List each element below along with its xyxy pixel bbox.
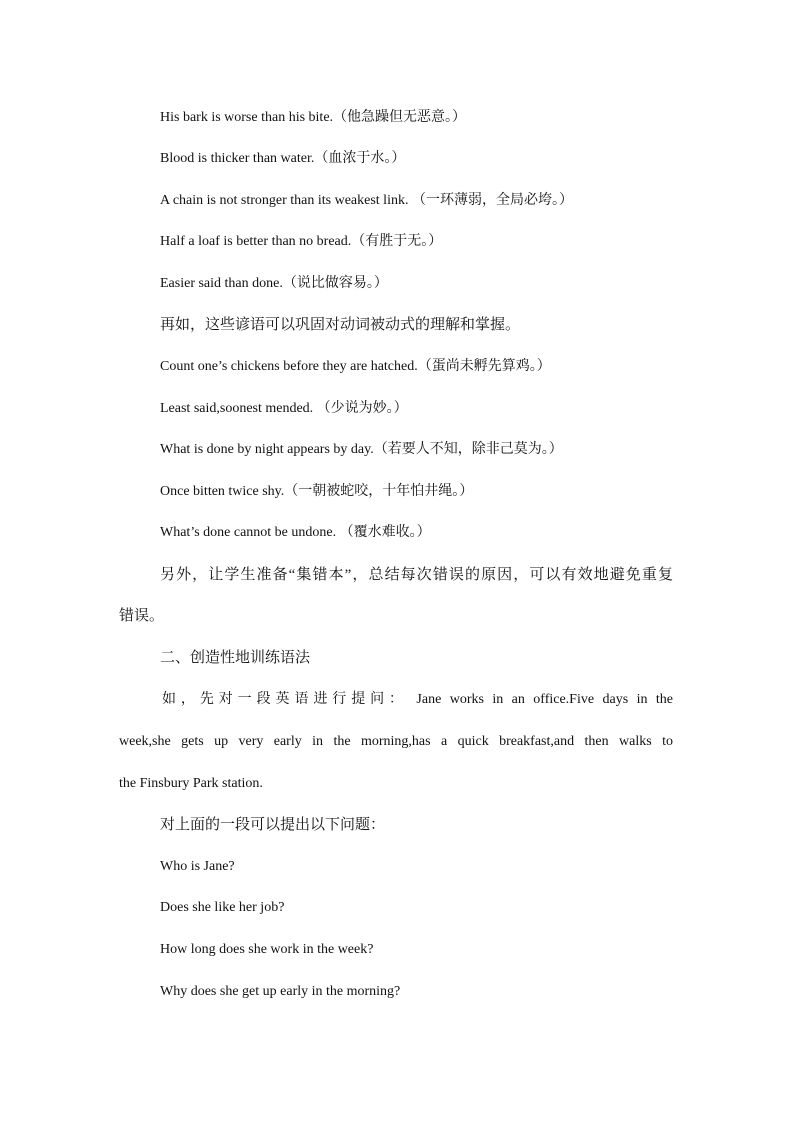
proverb-line: A chain is not stronger than its weakest link. （一环薄弱，全局必垮。）	[160, 193, 573, 208]
proverb-line: Once bitten twice shy.（一朝被蛇咬，十年怕井绳。）	[160, 484, 474, 499]
passive-intro: 再如，这些谚语可以巩固对动词被动式的理解和掌握。	[160, 317, 521, 333]
example-paragraph-line2: week,she gets up very early in the morning,has a quick breakfast,and then walks to	[119, 734, 673, 749]
question-line: Who is Jane?	[160, 859, 235, 874]
proverb-line: Half a loaf is better than no bread.（有胜于无。）	[160, 234, 443, 249]
proverb-line: Count one’s chickens before they are hatched.（蛋尚未孵先算鸡。）	[160, 359, 551, 374]
question-line: Does she like her job?	[160, 900, 285, 915]
proverb-line: Least said,soonest mended. （少说为妙。）	[160, 401, 408, 416]
example-paragraph-line1: 如，先对一段英语进行提问： Jane works in an office.Five days in the	[162, 692, 673, 707]
proverb-line: What’s done cannot be undone. （覆水难收。）	[160, 525, 431, 540]
proverb-line: Easier said than done.（说比做容易。）	[160, 276, 388, 291]
proverb-line: Blood is thicker than water.（血浓于水。）	[160, 151, 406, 166]
question-line: How long does she work in the week?	[160, 942, 374, 957]
error-book-paragraph-line2: 错误。	[119, 608, 165, 624]
section-heading: 二、创造性地训练语法	[160, 650, 311, 666]
questions-intro: 对上面的一段可以提出以下问题：	[160, 817, 386, 833]
question-line: Why does she get up early in the morning?	[160, 984, 401, 999]
error-book-paragraph-line1: 另外，让学生准备“集错本”，总结每次错误的原因，可以有效地避免重复	[160, 567, 673, 583]
proverb-line: His bark is worse than his bite.（他急躁但无恶意。）	[160, 110, 467, 125]
proverb-line: What is done by night appears by day.（若要人不知，除非己莫为。）	[160, 442, 563, 457]
example-paragraph-line3: the Finsbury Park station.	[119, 776, 263, 791]
